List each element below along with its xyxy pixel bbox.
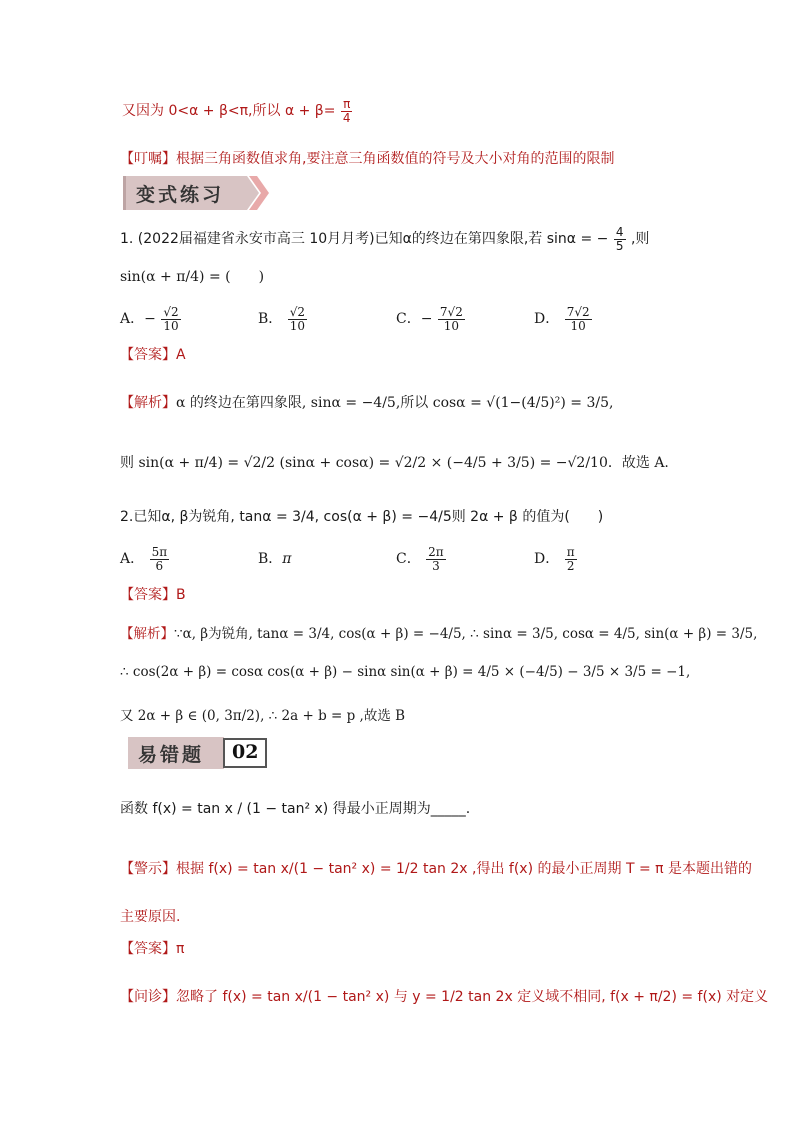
q2-option-a: A． $\frac{5\pi}{6}$ (120, 545, 168, 573)
q1-answer: 【答案】A (120, 347, 186, 363)
q1-option-d: D． $\frac{7√2}{10}$ (534, 305, 590, 333)
q1-expression: sin(α + π/4) = ( ) (120, 269, 265, 285)
q2-analysis-1: 【解析】∵α, β为锐角, tanα = 3/4, cos(α + β) = −4/5, ∴ sinα = 3/5, cosα = 4/5, sin(α + β) = 3/5, (120, 626, 758, 642)
tip-line (120, 148, 614, 168)
q2-option-d: D． $\frac{\pi}{2}$ (534, 545, 575, 573)
q3-warning-2: 主要原因. (120, 909, 181, 925)
q1-option-b: B． $\frac{√2}{10}$ (258, 305, 306, 333)
q1-option-a: A．− $\frac{√2}{10}$ (120, 305, 179, 333)
variation-practice-label: 变式练习 (136, 184, 225, 206)
q1-analysis-1: 【解析】α 的终边在第四象限, sinα = −4/5,所以 cosα = √(1−(4/5)²) = 3/5, (120, 395, 614, 411)
error-prone-number: 02 (232, 741, 259, 763)
q2-option-c: C． $\frac{2\pi}{3}$ (396, 545, 444, 573)
q2-answer: 【答案】B (120, 587, 186, 603)
q2-analysis-3: 又 2α + β ∈ (0, 3π/2), ∴ 2a + b = p ,故选 B (120, 708, 406, 724)
q2-stem: 2.已知α, β为锐角, tanα = 3/4, cos(α + β) = −4/5则 2α + β 的值为( ) (120, 509, 604, 525)
q3-answer: 【答案】π (120, 941, 185, 957)
q2-analysis-2: ∴ cos(2α + β) = cosα cos(α + β) − sinα sin(α + β) = 4/5 × (−4/5) − 3/5 × 3/5 = −1, (120, 664, 691, 680)
q3-warning: 【警示】根据 f(x) = tan x/(1 − tan² x) = 1/2 tan 2x ,得出 f(x) 的最小正周期 T = π 是本题出错的 (120, 861, 753, 877)
q1-stem: 1. (2022届福建省永安市高三 10月月考)已知α的终边在第四象限,若 sinα = − $\frac{4}{5}$ ,则 (120, 225, 650, 253)
conclusion-text: 又因为 0<α + β<π,所以 α + β= (122, 103, 336, 120)
tip-tag: 【叮嘱】 (120, 151, 176, 167)
conclusion-line (122, 98, 354, 124)
q3-diagnosis: 【问诊】忽略了 f(x) = tan x/(1 − tan² x) 与 y = 1/2 tan 2x 定义域不相同, f(x + π/2) = f(x) 对定义 (120, 989, 769, 1005)
tip-text: 根据三角函数值求角,要注意三角函数值的符号及大小对角的范围的限制 (176, 151, 615, 167)
pi-over-4-fraction: $\frac{\pi}{4}$ (342, 97, 351, 125)
q2-option-b: B．π (258, 551, 292, 567)
q1-stem-fraction: $\frac{4}{5}$ (615, 225, 624, 253)
q3-stem: 函数 f(x) = tan x / (1 − tan² x) 得最小正周期为_____. (120, 801, 471, 817)
error-prone-label: 易错题 (138, 744, 205, 766)
q1-analysis-2: 则 sin(α + π/4) = √2/2 (sinα + cosα) = √2/2 × (−4/5 + 3/5) = −√2/10．故选 A. (120, 455, 669, 471)
q1-option-c: C．− $\frac{7√2}{10}$ (396, 305, 463, 333)
